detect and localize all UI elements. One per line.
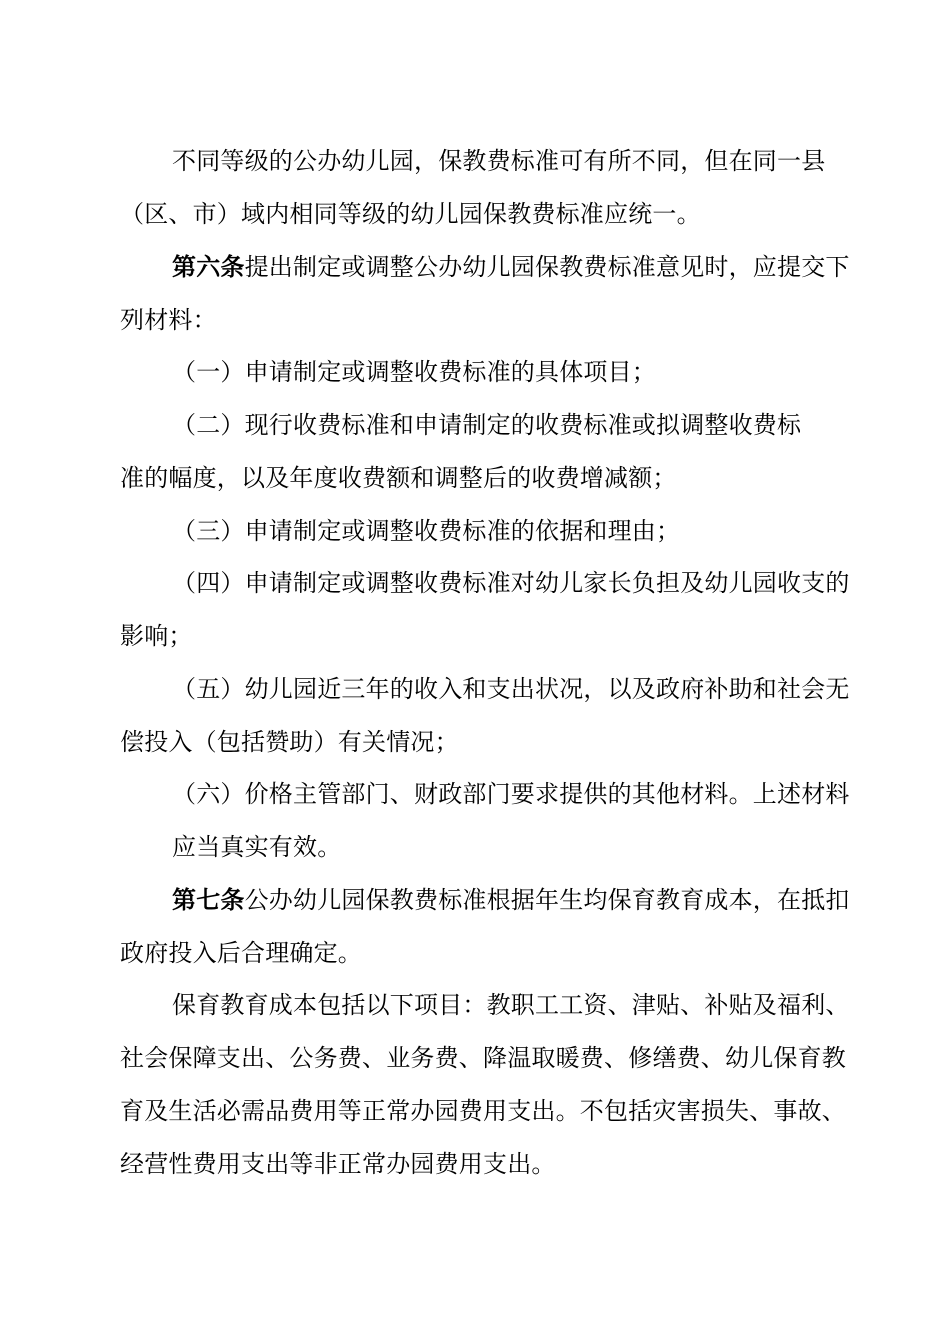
list-item-line: （六）价格主管部门、财政部门要求提供的其他材料。上述材料	[172, 780, 850, 808]
list-item-line: （一）申请制定或调整收费标准的具体项目；	[172, 358, 656, 386]
paragraph-line: 不同等级的公办幼儿园，保教费标准可有所不同，但在同一县	[172, 147, 826, 175]
list-item-line: （三）申请制定或调整收费标准的依据和理由；	[172, 517, 681, 545]
list-item-line: （四）申请制定或调整收费标准对幼儿家长负担及幼儿园收支的	[172, 569, 850, 597]
paragraph-line: 应当真实有效。	[172, 833, 342, 861]
paragraph-line: 影响；	[120, 622, 193, 650]
article-6-heading: 第六条	[172, 253, 245, 281]
list-item-line: （五）幼儿园近三年的收入和支出状况，以及政府补助和社会无	[172, 675, 850, 703]
paragraph-line: 政府投入后合理确定。	[120, 939, 362, 967]
paragraph-line: 社会保障支出、公务费、业务费、降温取暖费、修缮费、幼儿保育教	[120, 1044, 846, 1072]
paragraph-line: 准的幅度，以及年度收费额和调整后的收费增减额；	[120, 464, 677, 492]
paragraph-line: 经营性费用支出等非正常办园费用支出。	[120, 1150, 556, 1178]
paragraph-line: （区、市）域内相同等级的幼儿园保教费标准应统一。	[120, 200, 701, 228]
paragraph-line: 列材料：	[120, 306, 217, 334]
article-6-line	[0, 251, 950, 283]
paragraph-text: 提出制定或调整公办幼儿园保教费标准意见时，应提交下	[244, 253, 850, 281]
article-7-heading: 第七条	[172, 886, 245, 914]
list-item-line: （二）现行收费标准和申请制定的收费标准或拟调整收费标	[172, 411, 802, 439]
paragraph-line: 保育教育成本包括以下项目：教职工工资、津贴、补贴及福利、	[172, 991, 850, 1019]
article-7-line	[0, 884, 950, 916]
paragraph-line: 偿投入（包括赞助）有关情况；	[120, 728, 459, 756]
paragraph-line: 育及生活必需品费用等正常办园费用支出。不包括灾害损失、事故、	[120, 1097, 846, 1125]
paragraph-text: 公办幼儿园保教费标准根据年生均保育教育成本，在抵扣	[244, 886, 850, 914]
